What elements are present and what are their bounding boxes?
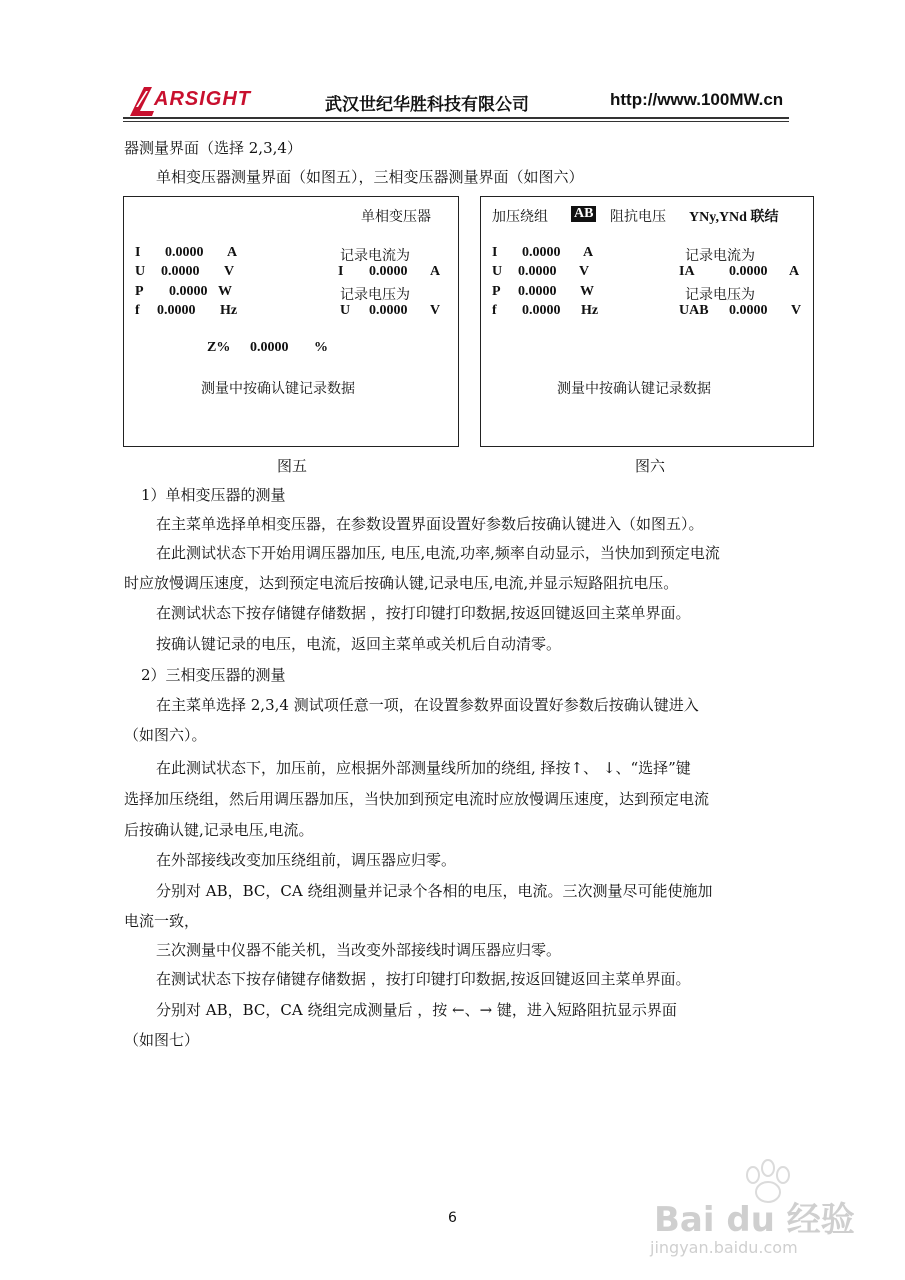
fig5-rec-current-label: 记录电流为 xyxy=(340,248,410,264)
fig5-rec-current-value: 0.0000 xyxy=(369,264,408,279)
fig6-row-label: P xyxy=(492,284,501,299)
section-heading-1: 1）单相变压器的测量 xyxy=(141,486,286,504)
paragraph-line: 在外部接线改变加压绕组前，调压器应归零。 xyxy=(156,851,457,869)
paragraph-line: 后按确认键,记录电压,电流。 xyxy=(124,821,314,839)
paragraph-line: 在主菜单选择单相变压器，在参数设置界面设置好参数后按确认键进入（如图五）。 xyxy=(156,515,704,533)
fig6-row-label: I xyxy=(492,245,498,260)
header-divider-thin xyxy=(123,121,789,122)
fig5-row-label: P xyxy=(135,284,144,299)
fig6-rec-current-name: IA xyxy=(679,264,695,279)
website-url: http://www.100MW.cn xyxy=(610,90,784,109)
fig6-row-label: U xyxy=(492,264,503,279)
baidu-watermark xyxy=(650,1140,865,1270)
fig6-rec-voltage-unit: V xyxy=(791,303,802,318)
intro-line-1: 器测量界面（选择 2,3,4） xyxy=(124,139,302,157)
fig6-row-unit: V xyxy=(579,264,590,279)
paragraph-line: 在此测试状态下，加压前，应根据外部测量线所加的绕组, 择按↑、 ↓、“选择”键 xyxy=(156,759,691,777)
paragraph-line: 选择加压绕组，然后用调压器加压，当快加到预定电流时应放慢调压速度，达到预定电流 xyxy=(124,790,710,808)
fig6-rec-current-unit: A xyxy=(789,264,800,279)
header-divider xyxy=(123,117,789,119)
fig6-winding-value[interactable]: AB xyxy=(571,206,596,222)
figure-6-screen xyxy=(480,196,814,447)
fig5-z-value: 0.0000 xyxy=(250,340,289,355)
fig5-row-unit: A xyxy=(227,245,238,260)
fig6-winding-label: 加压绕组 xyxy=(492,209,548,225)
paragraph-line: 时应放慢调压速度，达到预定电流后按确认键,记录电压,电流,并显示短路阻抗电压。 xyxy=(124,574,679,592)
fig6-row-label: f xyxy=(492,303,497,318)
fig5-row-unit: V xyxy=(224,264,235,279)
fig6-row-value: 0.0000 xyxy=(522,303,561,318)
fig6-connection: YNy,YNd 联结 xyxy=(689,210,779,225)
paragraph-line: （如图六）。 xyxy=(124,726,207,744)
fig5-row-label: f xyxy=(135,303,140,318)
fig5-row-label: U xyxy=(135,264,146,279)
figure-6-caption: 图六 xyxy=(635,457,666,475)
fig5-row-value: 0.0000 xyxy=(169,284,208,299)
fig5-title: 单相变压器 xyxy=(361,209,431,225)
fig5-rec-voltage-unit: V xyxy=(430,303,441,318)
fig5-row-value: 0.0000 xyxy=(165,245,204,260)
watermark-brand: Bai du 经验 xyxy=(654,1200,855,1240)
company-name: 武汉世纪华胜科技有限公司 xyxy=(325,95,529,115)
paragraph-line: 三次测量中仪器不能关机，当改变外部接线时调压器应归零。 xyxy=(156,941,562,959)
fig6-rec-voltage-name: UAB xyxy=(679,303,709,318)
fig5-row-value: 0.0000 xyxy=(157,303,196,318)
watermark-url: jingyan.baidu.com xyxy=(650,1238,798,1257)
paragraph-line: 在测试状态下按存储键存储数据 ，按打印键打印数据,按返回键返回主菜单界面。 xyxy=(156,970,691,988)
fig6-rec-voltage-value: 0.0000 xyxy=(729,303,768,318)
fig5-z-label: Z% xyxy=(207,340,231,355)
figure-5-caption: 图五 xyxy=(277,457,308,475)
fig5-row-unit: Hz xyxy=(220,303,238,318)
paragraph-line: 电流一致， xyxy=(124,912,200,930)
fig6-rec-current-label: 记录电流为 xyxy=(685,248,755,264)
fig5-rec-current-unit: A xyxy=(430,264,441,279)
intro-line-2: 单相变压器测量界面（如图五），三相变压器测量界面（如图六） xyxy=(156,168,584,186)
fig6-rec-voltage-label: 记录电压为 xyxy=(685,287,755,303)
fig5-row-unit: W xyxy=(218,284,232,299)
fig6-row-value: 0.0000 xyxy=(522,245,561,260)
fig5-prompt: 测量中按确认键记录数据 xyxy=(201,381,355,397)
fig5-rec-voltage-name: U xyxy=(340,303,351,318)
fig6-prompt: 测量中按确认键记录数据 xyxy=(557,381,711,397)
fig6-row-value: 0.0000 xyxy=(518,284,557,299)
section-heading-2: 2）三相变压器的测量 xyxy=(141,666,286,684)
paragraph-line: 在主菜单选择 2,3,4 测试项任意一项，在设置参数界面设置好参数后按确认键进入 xyxy=(156,696,699,714)
fig5-row-label: I xyxy=(135,245,141,260)
page-number: 6 xyxy=(448,1210,457,1226)
fig6-row-unit: Hz xyxy=(581,303,599,318)
fig5-rec-voltage-value: 0.0000 xyxy=(369,303,408,318)
figure-5-screen xyxy=(123,196,459,447)
fig5-z-unit: % xyxy=(314,340,328,355)
fig5-rec-current-name: I xyxy=(338,264,344,279)
paragraph-line: 按确认键记录的电压，电流，返回主菜单或关机后自动清零。 xyxy=(156,635,562,653)
fig6-row-unit: A xyxy=(583,245,594,260)
paragraph-line: 分别对 AB，BC，CA 绕组完成测量后 ，按 ←、→ 键，进入短路阻抗显示界面 xyxy=(156,1001,677,1019)
fig6-rec-current-value: 0.0000 xyxy=(729,264,768,279)
fig6-row-value: 0.0000 xyxy=(518,264,557,279)
logo-text: ARSIGHT xyxy=(154,88,251,110)
paragraph-line: 分别对 AB，BC，CA 绕组测量并记录个各相的电压，电流。三次测量尽可能使施加 xyxy=(156,882,713,900)
paragraph-line: （如图七） xyxy=(124,1031,200,1049)
paragraph-line: 在此测试状态下开始用调压器加压, 电压,电流,功率,频率自动显示，当快加到预定电流 xyxy=(156,544,720,562)
fig6-impedance-label: 阻抗电压 xyxy=(610,209,666,225)
fig5-row-value: 0.0000 xyxy=(161,264,200,279)
fig5-rec-voltage-label: 记录电压为 xyxy=(340,287,410,303)
paragraph-line: 在测试状态下按存储键存储数据 ，按打印键打印数据,按返回键返回主菜单界面。 xyxy=(156,604,691,622)
fig6-row-unit: W xyxy=(580,284,594,299)
